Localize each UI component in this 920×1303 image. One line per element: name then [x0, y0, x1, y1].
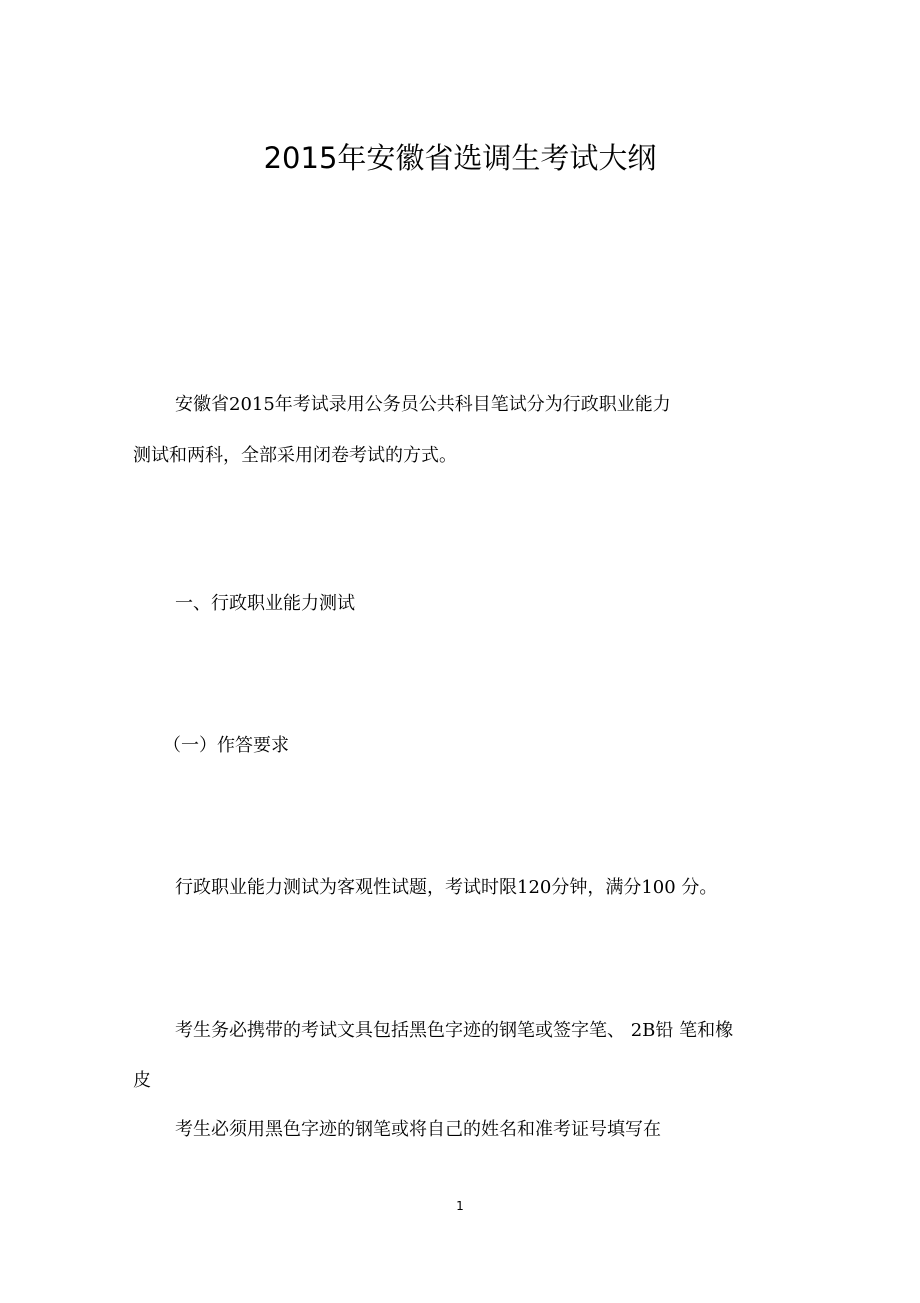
paragraph-4: 考生必须用黑色字迹的钢笔或将自己的姓名和准考证号填写在 [175, 1119, 661, 1140]
paragraph-3-line-1: 考生务必携带的考试文具包括黑色字迹的钢笔或签字笔、 2B铅 笔和橡 [175, 1020, 734, 1041]
page-number: 1 [456, 1199, 464, 1213]
paragraph-1-line-2: 测试和两科，全部采用闭卷考试的方式。 [133, 445, 457, 466]
paragraph-2: 行政职业能力测试为客观性试题，考试时限120分钟，满分100 分。 [175, 877, 718, 898]
subsection-1-heading: （一）作答要求 [163, 735, 289, 756]
section-1-heading: 一、行政职业能力测试 [175, 593, 355, 614]
paragraph-3-line-2: 皮 [133, 1070, 151, 1091]
document-title: 2015年安徽省选调生考试大纲 [263, 141, 657, 175]
paragraph-1-line-1: 安徽省2015年考试录用公务员公共科目笔试分为行政职业能力 [175, 394, 671, 415]
